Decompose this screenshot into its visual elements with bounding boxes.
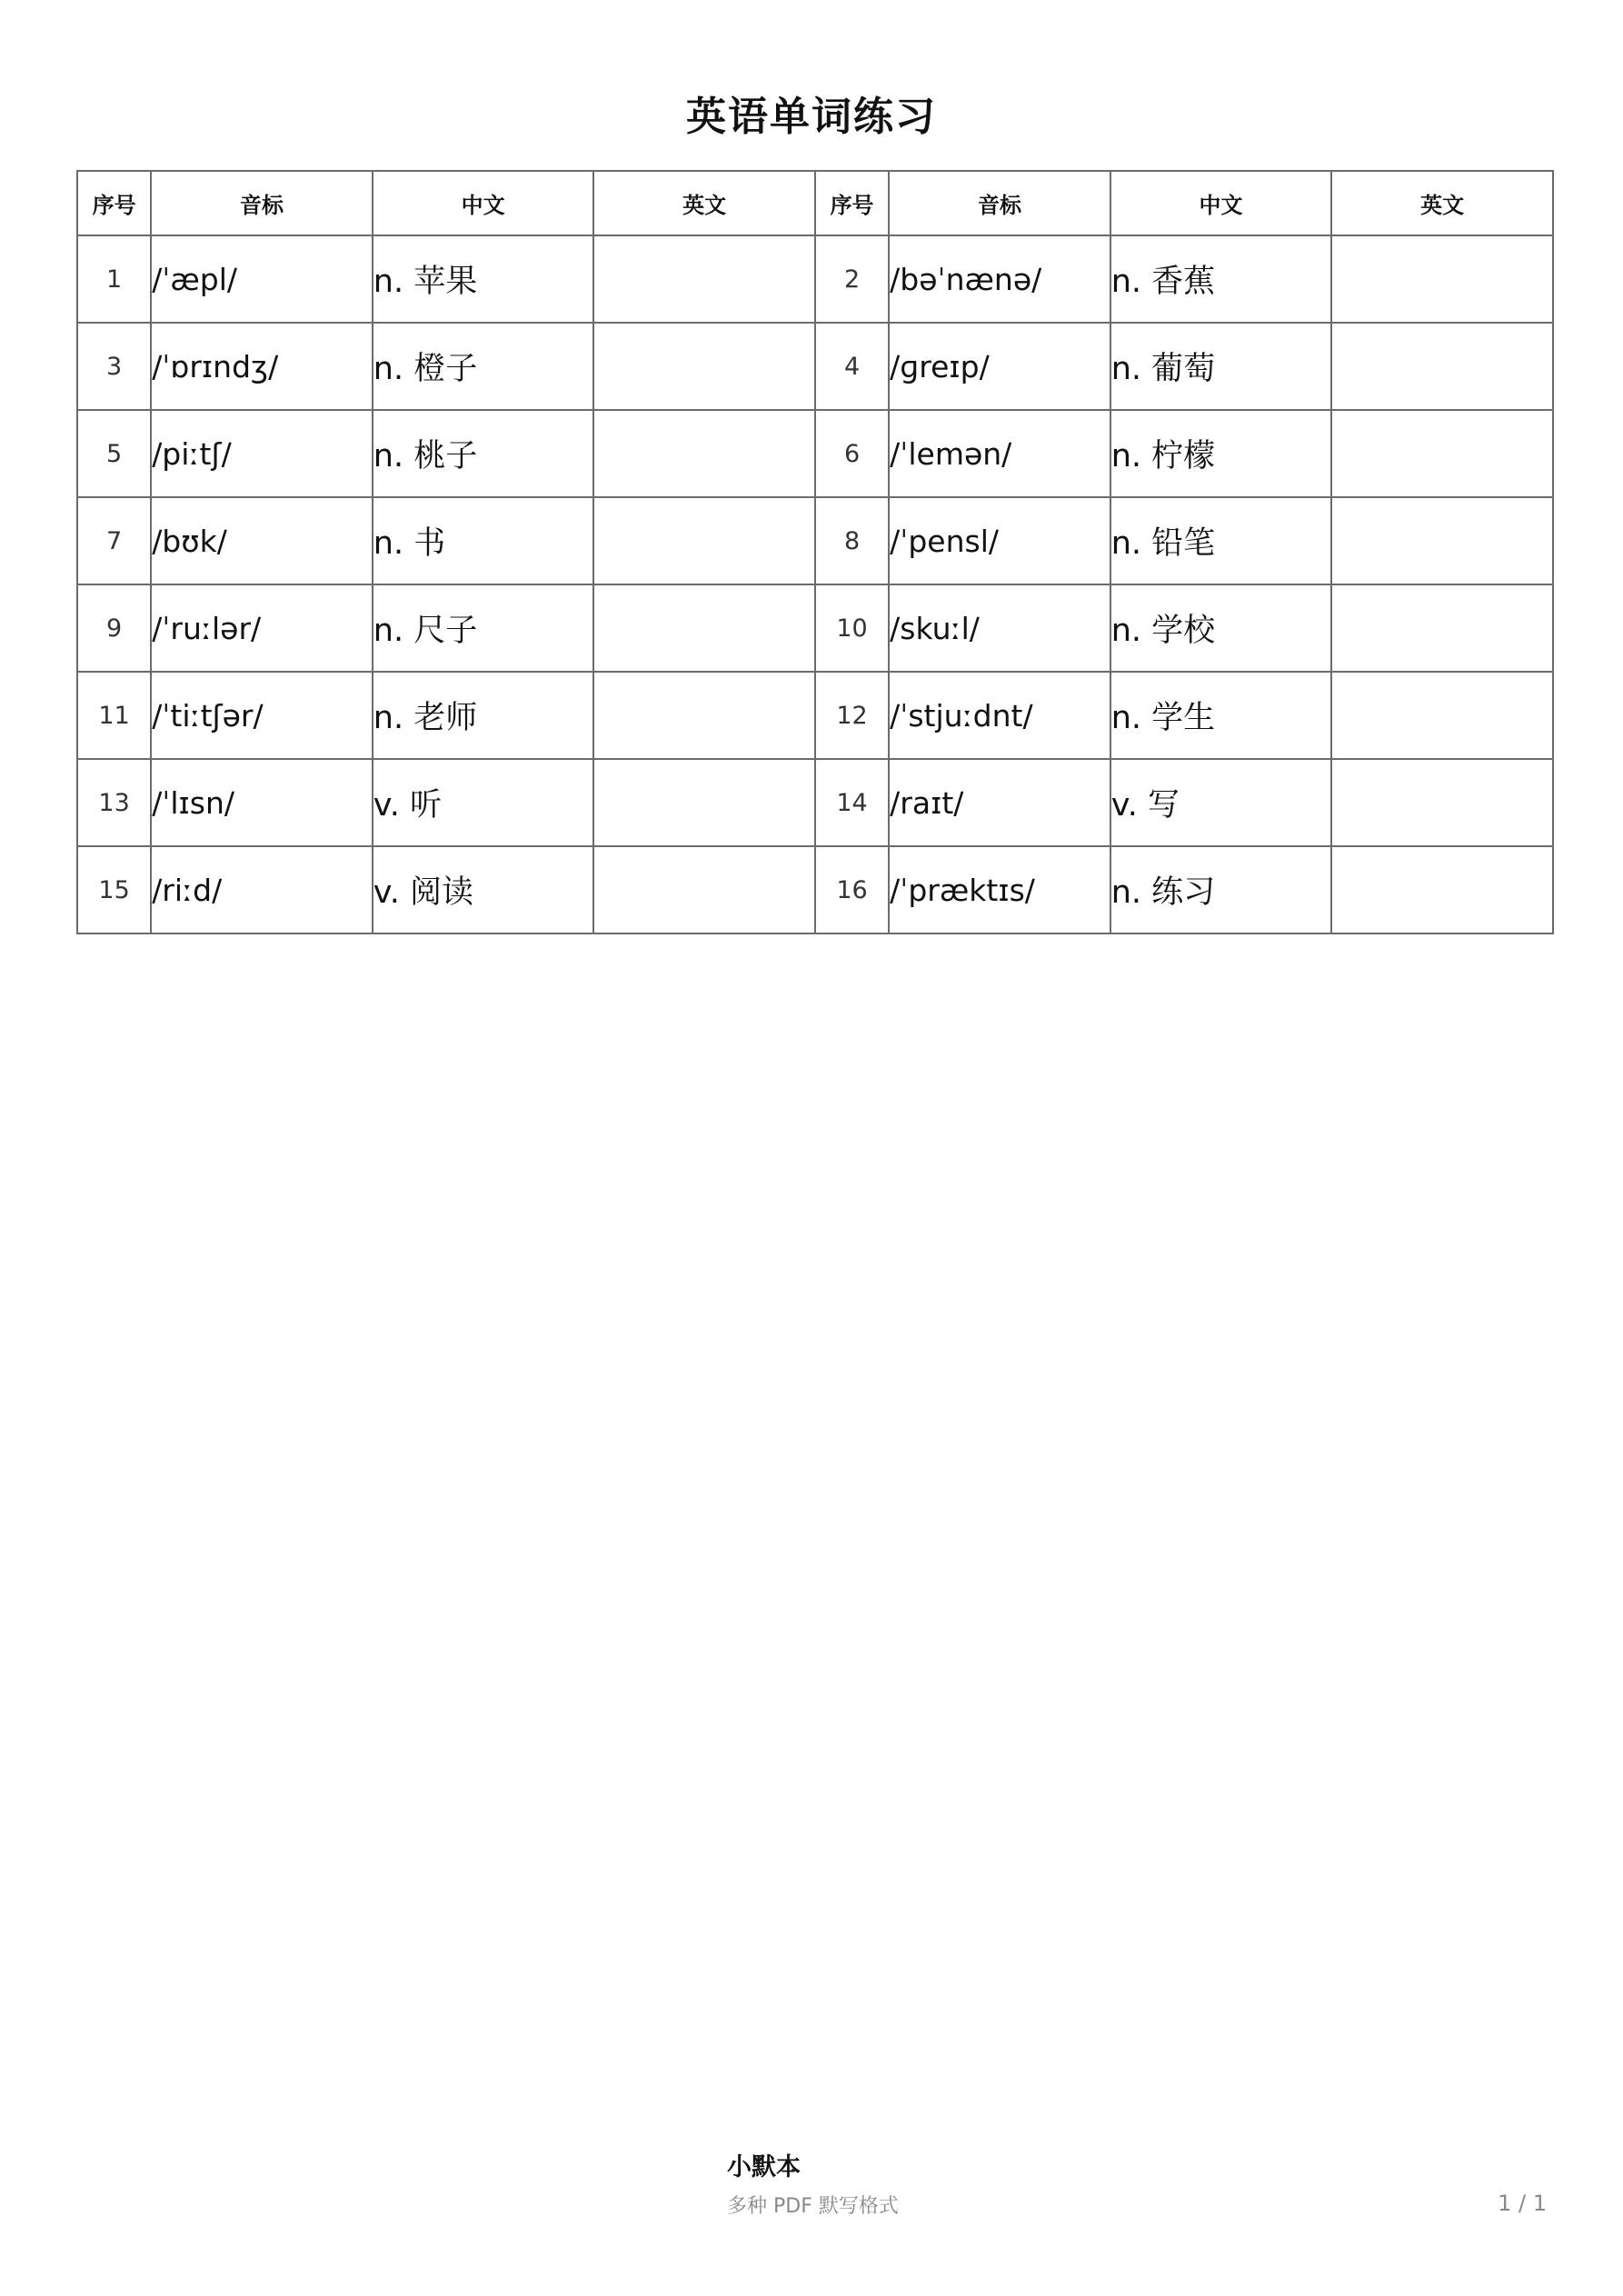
word-phonetic: /ɡreɪp/	[889, 323, 1110, 410]
word-phonetic: /ˈpensl/	[889, 497, 1110, 584]
header-number-right: 序号	[815, 171, 889, 235]
word-chinese: n. 橙子	[373, 323, 594, 410]
word-phonetic: /ˈlemən/	[889, 410, 1110, 497]
word-number: 10	[815, 584, 889, 672]
word-english-blank	[1331, 235, 1553, 323]
header-english-left: 英文	[593, 171, 815, 235]
word-english-blank	[1331, 410, 1553, 497]
word-number: 8	[815, 497, 889, 584]
table-row	[77, 410, 1553, 497]
word-phonetic: /ˈpræktɪs/	[889, 846, 1110, 933]
header-chinese-right: 中文	[1110, 171, 1332, 235]
word-chinese: n. 老师	[373, 672, 594, 759]
word-chinese: v. 阅读	[373, 846, 594, 933]
header-phonetic-right: 音标	[889, 171, 1110, 235]
word-phonetic: /raɪt/	[889, 759, 1110, 846]
header-chinese-left: 中文	[373, 171, 594, 235]
word-english-blank	[1331, 323, 1553, 410]
word-chinese: n. 学校	[1110, 584, 1332, 672]
table-row	[77, 584, 1553, 672]
word-phonetic: /piːtʃ/	[151, 410, 373, 497]
header-number-left: 序号	[77, 171, 151, 235]
vocabulary-table	[76, 170, 1554, 934]
word-english-blank	[1331, 672, 1553, 759]
table-row	[77, 323, 1553, 410]
table-row	[77, 235, 1553, 323]
word-number: 9	[77, 584, 151, 672]
word-phonetic: /ˈtiːtʃər/	[151, 672, 373, 759]
word-number: 15	[77, 846, 151, 933]
header-phonetic-left: 音标	[151, 171, 373, 235]
word-english-blank	[593, 759, 815, 846]
word-english-blank	[593, 672, 815, 759]
word-chinese: n. 铅笔	[1110, 497, 1332, 584]
word-chinese: n. 书	[373, 497, 594, 584]
word-phonetic: /skuːl/	[889, 584, 1110, 672]
word-chinese: n. 苹果	[373, 235, 594, 323]
word-phonetic: /bəˈnænə/	[889, 235, 1110, 323]
word-english-blank	[593, 410, 815, 497]
word-english-blank	[593, 235, 815, 323]
page-number: 1 / 1	[1498, 2191, 1547, 2216]
word-chinese: n. 尺子	[373, 584, 594, 672]
word-chinese: v. 写	[1110, 759, 1332, 846]
word-english-blank	[1331, 759, 1553, 846]
word-number: 13	[77, 759, 151, 846]
word-english-blank	[593, 584, 815, 672]
word-number: 7	[77, 497, 151, 584]
word-english-blank	[593, 323, 815, 410]
word-phonetic: /riːd/	[151, 846, 373, 933]
word-chinese: v. 听	[373, 759, 594, 846]
word-number: 1	[77, 235, 151, 323]
word-number: 16	[815, 846, 889, 933]
word-english-blank	[1331, 497, 1553, 584]
word-chinese: n. 学生	[1110, 672, 1332, 759]
word-number: 12	[815, 672, 889, 759]
table-row	[77, 497, 1553, 584]
page-title: 英语单词练习	[686, 94, 937, 140]
footer-brand: 小默本	[727, 2153, 801, 2181]
word-phonetic: /ˈɒrɪndʒ/	[151, 323, 373, 410]
table-row	[77, 759, 1553, 846]
word-phonetic: /ˈlɪsn/	[151, 759, 373, 846]
table-row	[77, 846, 1553, 933]
word-number: 11	[77, 672, 151, 759]
table-row	[77, 672, 1553, 759]
word-phonetic: /bʊk/	[151, 497, 373, 584]
word-chinese: n. 葡萄	[1110, 323, 1332, 410]
word-number: 5	[77, 410, 151, 497]
word-english-blank	[593, 846, 815, 933]
word-english-blank	[1331, 846, 1553, 933]
word-chinese: n. 香蕉	[1110, 235, 1332, 323]
word-number: 6	[815, 410, 889, 497]
word-number: 14	[815, 759, 889, 846]
word-chinese: n. 桃子	[373, 410, 594, 497]
word-number: 4	[815, 323, 889, 410]
word-phonetic: /ˈæpl/	[151, 235, 373, 323]
word-english-blank	[1331, 584, 1553, 672]
word-phonetic: /ˈstjuːdnt/	[889, 672, 1110, 759]
word-phonetic: /ˈruːlər/	[151, 584, 373, 672]
table-header-row	[77, 171, 1553, 235]
word-number: 3	[77, 323, 151, 410]
word-chinese: n. 练习	[1110, 846, 1332, 933]
word-english-blank	[593, 497, 815, 584]
word-chinese: n. 柠檬	[1110, 410, 1332, 497]
footer-subtitle: 多种 PDF 默写格式	[727, 2195, 899, 2218]
word-number: 2	[815, 235, 889, 323]
header-english-right: 英文	[1331, 171, 1553, 235]
